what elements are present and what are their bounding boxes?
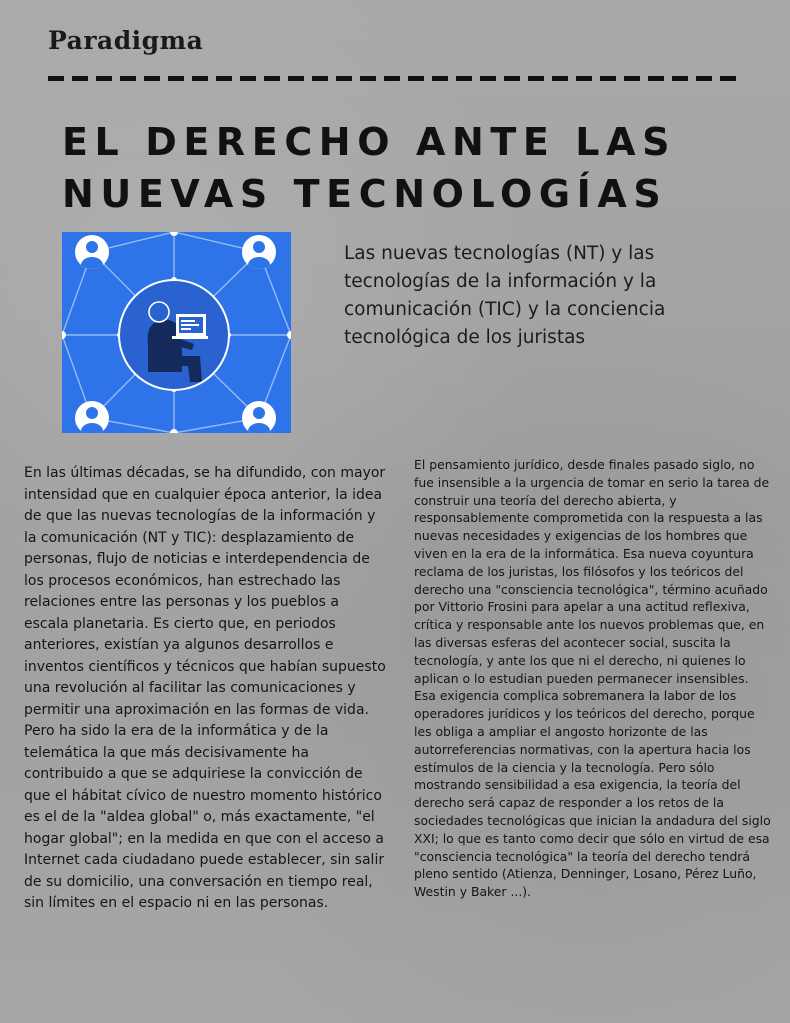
dashed-divider xyxy=(48,76,740,81)
article-subtitle: Las nuevas tecnologías (NT) y las tecnologías de la información y la comunicación (TIC) y la conciencia tecnológica de los juristas xyxy=(344,243,666,348)
network-illustration-graphic xyxy=(62,232,291,433)
article-title xyxy=(62,116,676,220)
person-at-computer-icon xyxy=(118,279,230,391)
publication-brand: Paradigma xyxy=(48,26,204,55)
article-body-left-column: En las últimas décadas, se ha difundido, con mayor intensidad que en cualquier época anterior, la idea de que las nuevas tecnologías de la información y la comunicación (NT y TIC): desplazamiento de personas, flujo de noticias e interdependencia de los procesos económicos, han estrechado las relaciones entre las personas y los pueblos a escala planetaria. Es cierto que, en periodos anteriores, existían ya algunos desarrollos e inventos científicos y técnicos que habían supuesto una revolución al facilitar las comunicaciones y permitir una aproximación en las formas de vida. Pero ha sido la era de la informática y de la telemática la que más decisivamente ha contribuido a que se adquiriese la convicción de que el hábitat cívico de nuestro momento histórico es el de la "aldea global" o, más exactamente, "el hogar global"; en la medida en que con el acceso a Internet cada ciudadano puede establecer, sin salir de su domicilio, una conversación en tiempo real, sin límites en el espacio ni en las personas. xyxy=(24,465,386,911)
article-title-line-1: EL DERECHO ANTE LAS xyxy=(62,120,677,164)
article-title-line-2: NUEVAS TECNOLOGÍAS xyxy=(62,172,668,216)
article-body-right-column: El pensamiento jurídico, desde finales pasado siglo, no fue insensible a la urgencia de tomar en serio la tarea de construir una teoría del derecho abierta, y responsablemente comprometida con la respuesta a las nuevas necesidades y exigencias de los hombres que viven en la era de la informática. Esa nueva coyuntura reclama de los juristas, los filósofos y los teóricos del derecho una "consciencia tecnológica", término acuñado por Vittorio Frosini para apelar a una actitud reflexiva, crítica y responsable ante los nuevos problemas que, en las diversas esferas del acontecer social, suscita la tecnología, y ante los que ni el derecho, ni quienes lo aplican o lo estudian pueden permanecer insensibles. Esa exigencia complica sobremanera la labor de los operadores jurídicos y los teóricos del derecho, porque les obliga a ampliar el angosto horizonte de las autorreferencias normativas, con la apertura hacia los estímulos de la ciencia y la tecnología. Pero sólo mostrando sensibilidad a esa exigencia, la teoría del derecho será capaz de responder a los retos de la sociedades tecnológicas que inician la andadura del siglo XXI; lo que es tanto como decir que sólo en virtud de esa "consciencia tecnológica" la teoría del derecho tendrá pleno sentido (Atienza, Denninger, Losano, Pérez Luño, Westin y Baker ...). xyxy=(414,457,771,900)
network-illustration xyxy=(62,232,291,433)
